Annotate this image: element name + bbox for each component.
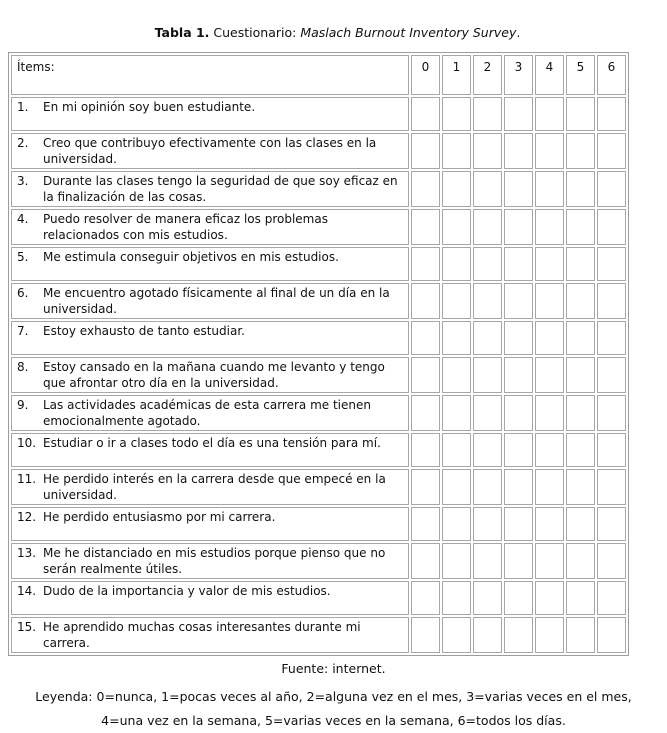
answer-cell-0[interactable]	[411, 133, 440, 169]
answer-cell-4[interactable]	[535, 97, 564, 131]
answer-cell-0[interactable]	[411, 433, 440, 467]
item-row	[11, 433, 626, 467]
answer-cell-3[interactable]	[504, 209, 533, 245]
answer-cell-3[interactable]	[504, 357, 533, 393]
answer-cell-3[interactable]	[504, 171, 533, 207]
scale-column-header-2: 2	[473, 55, 502, 95]
answer-cell-1[interactable]	[442, 395, 471, 431]
item-text-cell	[11, 543, 409, 579]
answer-cell-1[interactable]	[442, 133, 471, 169]
answer-cell-1[interactable]	[442, 321, 471, 355]
item-number: 10.	[17, 436, 37, 450]
answer-cell-3[interactable]	[504, 617, 533, 653]
answer-cell-4[interactable]	[535, 581, 564, 615]
answer-cell-3[interactable]	[504, 507, 533, 541]
answer-cell-1[interactable]	[442, 283, 471, 319]
item-text-cell	[11, 395, 409, 431]
answer-cell-4[interactable]	[535, 543, 564, 579]
item-text: He perdido entusiasmo por mi carrera.	[43, 510, 276, 524]
answer-cell-1[interactable]	[442, 617, 471, 653]
items-column-header: Ítems:	[11, 55, 409, 95]
item-number: 11.	[17, 472, 37, 486]
answer-cell-1[interactable]	[442, 171, 471, 207]
answer-cell-3[interactable]	[504, 133, 533, 169]
answer-cell-5[interactable]	[566, 171, 595, 207]
answer-cell-3[interactable]	[504, 543, 533, 579]
item-text: Puedo resolver de manera eficaz los problemas relacionados con mis estudios.	[43, 212, 328, 242]
item-number: 4.	[17, 212, 29, 226]
answer-cell-4[interactable]	[535, 469, 564, 505]
scale-column-header-6: 6	[597, 55, 626, 95]
answer-cell-0[interactable]	[411, 171, 440, 207]
answer-cell-4[interactable]	[535, 357, 564, 393]
item-text-cell	[11, 357, 409, 393]
item-row	[11, 209, 626, 245]
item-text: Me estimula conseguir objetivos en mis estudios.	[43, 250, 339, 264]
answer-cell-5[interactable]	[566, 507, 595, 541]
answer-cell-1[interactable]	[442, 433, 471, 467]
item-text-cell	[11, 469, 409, 505]
answer-cell-1[interactable]	[442, 507, 471, 541]
answer-cell-5[interactable]	[566, 581, 595, 615]
answer-cell-6[interactable]	[597, 97, 626, 131]
item-number: 1.	[17, 100, 29, 114]
item-row	[11, 133, 626, 169]
item-number: 13.	[17, 546, 37, 560]
item-row	[11, 617, 626, 653]
answer-cell-1[interactable]	[442, 543, 471, 579]
answer-cell-3[interactable]	[504, 469, 533, 505]
answer-cell-2[interactable]	[473, 433, 502, 467]
answer-cell-3[interactable]	[504, 283, 533, 319]
title-survey-name: Maslach Burnout Inventory Survey	[300, 25, 517, 40]
answer-cell-0[interactable]	[411, 247, 440, 281]
answer-cell-3[interactable]	[504, 321, 533, 355]
item-text: Me he distanciado en mis estudios porque pienso que no serán realmente útiles.	[43, 546, 386, 576]
item-text-cell	[11, 283, 409, 319]
item-row	[11, 581, 626, 615]
title-period: .	[516, 25, 521, 40]
item-number: 3.	[17, 174, 29, 188]
answer-cell-4[interactable]	[535, 133, 564, 169]
scale-column-header-5: 5	[566, 55, 595, 95]
item-row	[11, 395, 626, 431]
item-text-cell	[11, 209, 409, 245]
legend	[0, 685, 667, 733]
source-line: Fuente: internet.	[281, 661, 386, 676]
items-body	[11, 97, 626, 653]
item-text: En mi opinión soy buen estudiante.	[43, 100, 256, 114]
item-row	[11, 321, 626, 355]
item-number: 12.	[17, 510, 37, 524]
item-number: 8.	[17, 360, 29, 374]
answer-cell-0[interactable]	[411, 543, 440, 579]
answer-cell-2[interactable]	[473, 283, 502, 319]
answer-cell-2[interactable]	[473, 581, 502, 615]
answer-cell-6[interactable]	[597, 357, 626, 393]
item-number: 6.	[17, 286, 29, 300]
answer-cell-5[interactable]	[566, 283, 595, 319]
item-row	[11, 469, 626, 505]
item-row	[11, 283, 626, 319]
answer-cell-1[interactable]	[442, 581, 471, 615]
item-text: Durante las clases tengo la seguridad de que soy eficaz en la finalización de las cosas.	[43, 174, 398, 204]
item-number: 7.	[17, 324, 29, 338]
answer-cell-6[interactable]	[597, 171, 626, 207]
answer-cell-6[interactable]	[597, 209, 626, 245]
answer-cell-5[interactable]	[566, 97, 595, 131]
item-text: Estoy exhausto de tanto estudiar.	[43, 324, 245, 338]
answer-cell-2[interactable]	[473, 97, 502, 131]
item-text-cell	[11, 97, 409, 131]
answer-cell-2[interactable]	[473, 507, 502, 541]
table-label: Tabla 1.	[154, 25, 210, 40]
item-text-cell	[11, 321, 409, 355]
answer-cell-2[interactable]	[473, 543, 502, 579]
answer-cell-6[interactable]	[597, 433, 626, 467]
legend-line-2: 4=una vez en la semana, 5=varias veces en la semana, 6=todos los días.	[101, 713, 566, 728]
answer-cell-6[interactable]	[597, 133, 626, 169]
item-row	[11, 171, 626, 207]
answer-cell-4[interactable]	[535, 433, 564, 467]
item-text: Dudo de la importancia y valor de mis estudios.	[43, 584, 331, 598]
answer-cell-6[interactable]	[597, 247, 626, 281]
answer-cell-0[interactable]	[411, 395, 440, 431]
answer-cell-5[interactable]	[566, 395, 595, 431]
answer-cell-6[interactable]	[597, 283, 626, 319]
item-row	[11, 357, 626, 393]
answer-cell-0[interactable]	[411, 321, 440, 355]
answer-cell-5[interactable]	[566, 321, 595, 355]
answer-cell-2[interactable]	[473, 247, 502, 281]
answer-cell-6[interactable]	[597, 507, 626, 541]
answer-cell-4[interactable]	[535, 283, 564, 319]
answer-cell-2[interactable]	[473, 395, 502, 431]
answer-cell-0[interactable]	[411, 357, 440, 393]
answer-cell-0[interactable]	[411, 617, 440, 653]
answer-cell-4[interactable]	[535, 507, 564, 541]
item-text: Creo que contribuyo efectivamente con las clases en la universidad.	[43, 136, 377, 166]
item-text: Me encuentro agotado físicamente al final de un día en la universidad.	[43, 286, 390, 316]
answer-cell-2[interactable]	[473, 469, 502, 505]
answer-cell-6[interactable]	[597, 395, 626, 431]
answer-cell-6[interactable]	[597, 321, 626, 355]
item-text: Estoy cansado en la mañana cuando me levanto y tengo que afrontar otro día en la universidad.	[43, 360, 385, 390]
answer-cell-3[interactable]	[504, 247, 533, 281]
item-text: He aprendido muchas cosas interesantes durante mi carrera.	[43, 620, 361, 650]
item-text-cell	[11, 247, 409, 281]
item-row	[11, 543, 626, 579]
answer-cell-1[interactable]	[442, 209, 471, 245]
answer-cell-4[interactable]	[535, 209, 564, 245]
answer-cell-1[interactable]	[442, 97, 471, 131]
answer-cell-2[interactable]	[473, 617, 502, 653]
item-row	[11, 247, 626, 281]
item-text-cell	[11, 581, 409, 615]
item-text: He perdido interés en la carrera desde que empecé en la universidad.	[43, 472, 386, 502]
legend-line-1: Leyenda: 0=nunca, 1=pocas veces al año, 2=alguna vez en el mes, 3=varias veces en el mes,	[35, 689, 632, 704]
item-text-cell	[11, 133, 409, 169]
answer-cell-0[interactable]	[411, 469, 440, 505]
item-row	[11, 97, 626, 131]
answer-cell-4[interactable]	[535, 395, 564, 431]
answer-cell-5[interactable]	[566, 357, 595, 393]
page-title	[0, 9, 667, 41]
answer-cell-0[interactable]	[411, 283, 440, 319]
answer-cell-0[interactable]	[411, 581, 440, 615]
title-text: Cuestionario:	[209, 25, 301, 40]
answer-cell-3[interactable]	[504, 581, 533, 615]
answer-cell-5[interactable]	[566, 469, 595, 505]
answer-cell-2[interactable]	[473, 321, 502, 355]
scale-column-header-1: 1	[442, 55, 471, 95]
questionnaire-table	[8, 52, 629, 656]
item-text: Las actividades académicas de esta carrera me tienen emocionalmente agotado.	[43, 398, 371, 428]
answer-cell-4[interactable]	[535, 617, 564, 653]
scale-column-header-0: 0	[411, 55, 440, 95]
answer-cell-5[interactable]	[566, 433, 595, 467]
answer-cell-2[interactable]	[473, 209, 502, 245]
answer-cell-5[interactable]	[566, 247, 595, 281]
answer-cell-6[interactable]	[597, 469, 626, 505]
item-row	[11, 507, 626, 541]
answer-cell-5[interactable]	[566, 209, 595, 245]
answer-cell-5[interactable]	[566, 617, 595, 653]
answer-cell-0[interactable]	[411, 507, 440, 541]
answer-cell-5[interactable]	[566, 133, 595, 169]
item-text-cell	[11, 617, 409, 653]
answer-cell-3[interactable]	[504, 97, 533, 131]
item-text: Estudiar o ir a clases todo el día es una tensión para mí.	[43, 436, 381, 450]
item-text-cell	[11, 507, 409, 541]
answer-cell-2[interactable]	[473, 171, 502, 207]
answer-cell-0[interactable]	[411, 209, 440, 245]
item-number: 5.	[17, 250, 29, 264]
answer-cell-3[interactable]	[504, 433, 533, 467]
scale-column-header-4: 4	[535, 55, 564, 95]
item-number: 9.	[17, 398, 29, 412]
item-text-cell	[11, 171, 409, 207]
answer-cell-2[interactable]	[473, 357, 502, 393]
answer-cell-1[interactable]	[442, 247, 471, 281]
item-number: 14.	[17, 584, 37, 598]
answer-cell-6[interactable]	[597, 581, 626, 615]
item-number: 15.	[17, 620, 37, 634]
answer-cell-1[interactable]	[442, 469, 471, 505]
header-row	[11, 55, 626, 95]
answer-cell-4[interactable]	[535, 247, 564, 281]
answer-cell-6[interactable]	[597, 617, 626, 653]
answer-cell-1[interactable]	[442, 357, 471, 393]
answer-cell-4[interactable]	[535, 321, 564, 355]
item-number: 2.	[17, 136, 29, 150]
answer-cell-6[interactable]	[597, 543, 626, 579]
answer-cell-4[interactable]	[535, 171, 564, 207]
item-text-cell	[11, 433, 409, 467]
answer-cell-5[interactable]	[566, 543, 595, 579]
answer-cell-2[interactable]	[473, 133, 502, 169]
answer-cell-3[interactable]	[504, 395, 533, 431]
answer-cell-0[interactable]	[411, 97, 440, 131]
scale-column-header-3: 3	[504, 55, 533, 95]
